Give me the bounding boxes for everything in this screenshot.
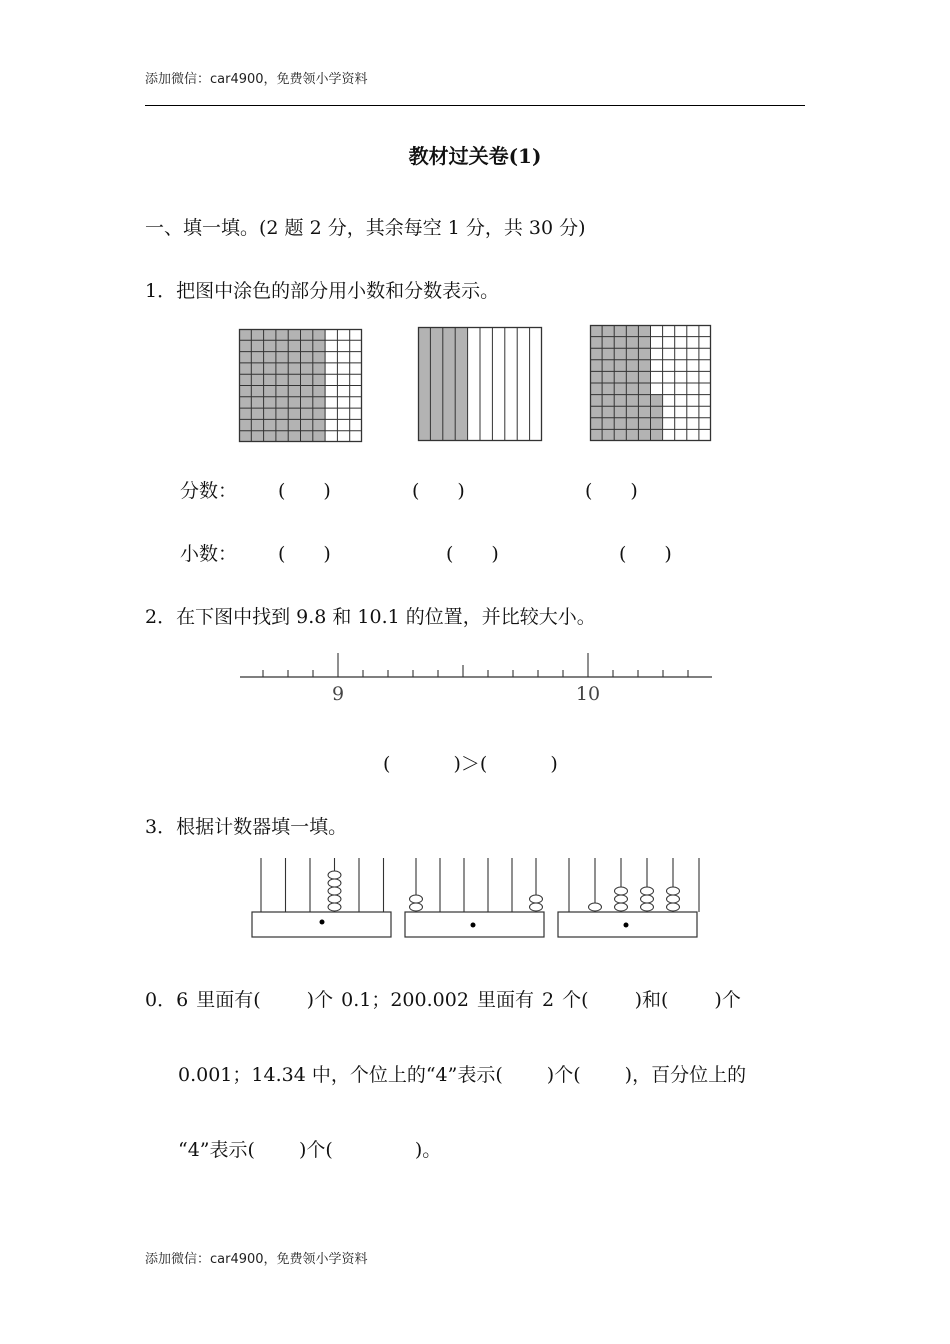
- abacus-bead: [615, 903, 628, 911]
- abacus-bead: [667, 903, 680, 911]
- q3-prompt: 3．根据计数器填一填。: [145, 816, 348, 838]
- numberline-label-9: 9: [331, 683, 345, 705]
- abacus-bead: [328, 903, 341, 911]
- abacus-bead: [328, 871, 341, 879]
- abacus-bead: [328, 879, 341, 887]
- abacus-1: [251, 858, 393, 940]
- fraction-blank-2[interactable]: ( ): [412, 480, 465, 502]
- abacus-bead: [328, 887, 341, 895]
- abacus-bead: [615, 895, 628, 903]
- q4-line-3: “4”表示( )个( )。: [178, 1139, 442, 1161]
- abacus-bead: [641, 895, 654, 903]
- page-title: 教材过关卷(1): [408, 144, 542, 168]
- abacus-2: [404, 858, 546, 940]
- q4-line-2: 0.001；14.34 中，个位上的“4”表示( )个( )，百分位上的: [178, 1064, 747, 1086]
- decimal-blank-3[interactable]: ( ): [619, 543, 672, 565]
- number-line: [240, 650, 715, 710]
- compare-answer[interactable]: ( )＞( ): [383, 753, 558, 775]
- page-footer: 添加微信：car4900，免费领小学资料: [145, 1252, 368, 1267]
- abacus-bead: [641, 903, 654, 911]
- abacus-bead: [410, 903, 423, 911]
- fraction-blank-3[interactable]: ( ): [585, 480, 638, 502]
- section-heading: 一、填一填。(2 题 2 分，其余每空 1 分，共 30 分): [145, 217, 586, 239]
- q4-line-1: 0．6 里面有( )个 0.1；200.002 里面有 2 个( )和( )个: [145, 989, 741, 1011]
- grid-3: [590, 325, 711, 441]
- abacus-bead: [667, 895, 680, 903]
- grid-1: [239, 329, 363, 443]
- fraction-blank-1[interactable]: ( ): [278, 480, 331, 502]
- abacus-bead: [667, 887, 680, 895]
- abacus-bead: [410, 895, 423, 903]
- decimal-blank-2[interactable]: ( ): [446, 543, 499, 565]
- abacus-bead: [589, 903, 602, 911]
- abacus-bead: [615, 887, 628, 895]
- decimal-label: 小数：: [180, 543, 238, 565]
- abacus-bead: [530, 903, 543, 911]
- q1-prompt: 1．把图中涂色的部分用小数和分数表示。: [145, 280, 500, 302]
- header-rule: [145, 105, 805, 106]
- abacus-bead: [530, 895, 543, 903]
- q2-prompt: 2．在下图中找到 9.8 和 10.1 的位置，并比较大小。: [145, 606, 596, 628]
- abacus-3: [557, 858, 699, 940]
- grid-2: [418, 327, 542, 442]
- numberline-label-10: 10: [575, 683, 601, 705]
- abacus-bead: [328, 895, 341, 903]
- page-header: 添加微信：car4900，免费领小学资料: [145, 72, 368, 87]
- decimal-blank-1[interactable]: ( ): [278, 543, 331, 565]
- abacus-bead: [641, 887, 654, 895]
- fraction-label: 分数：: [180, 480, 238, 502]
